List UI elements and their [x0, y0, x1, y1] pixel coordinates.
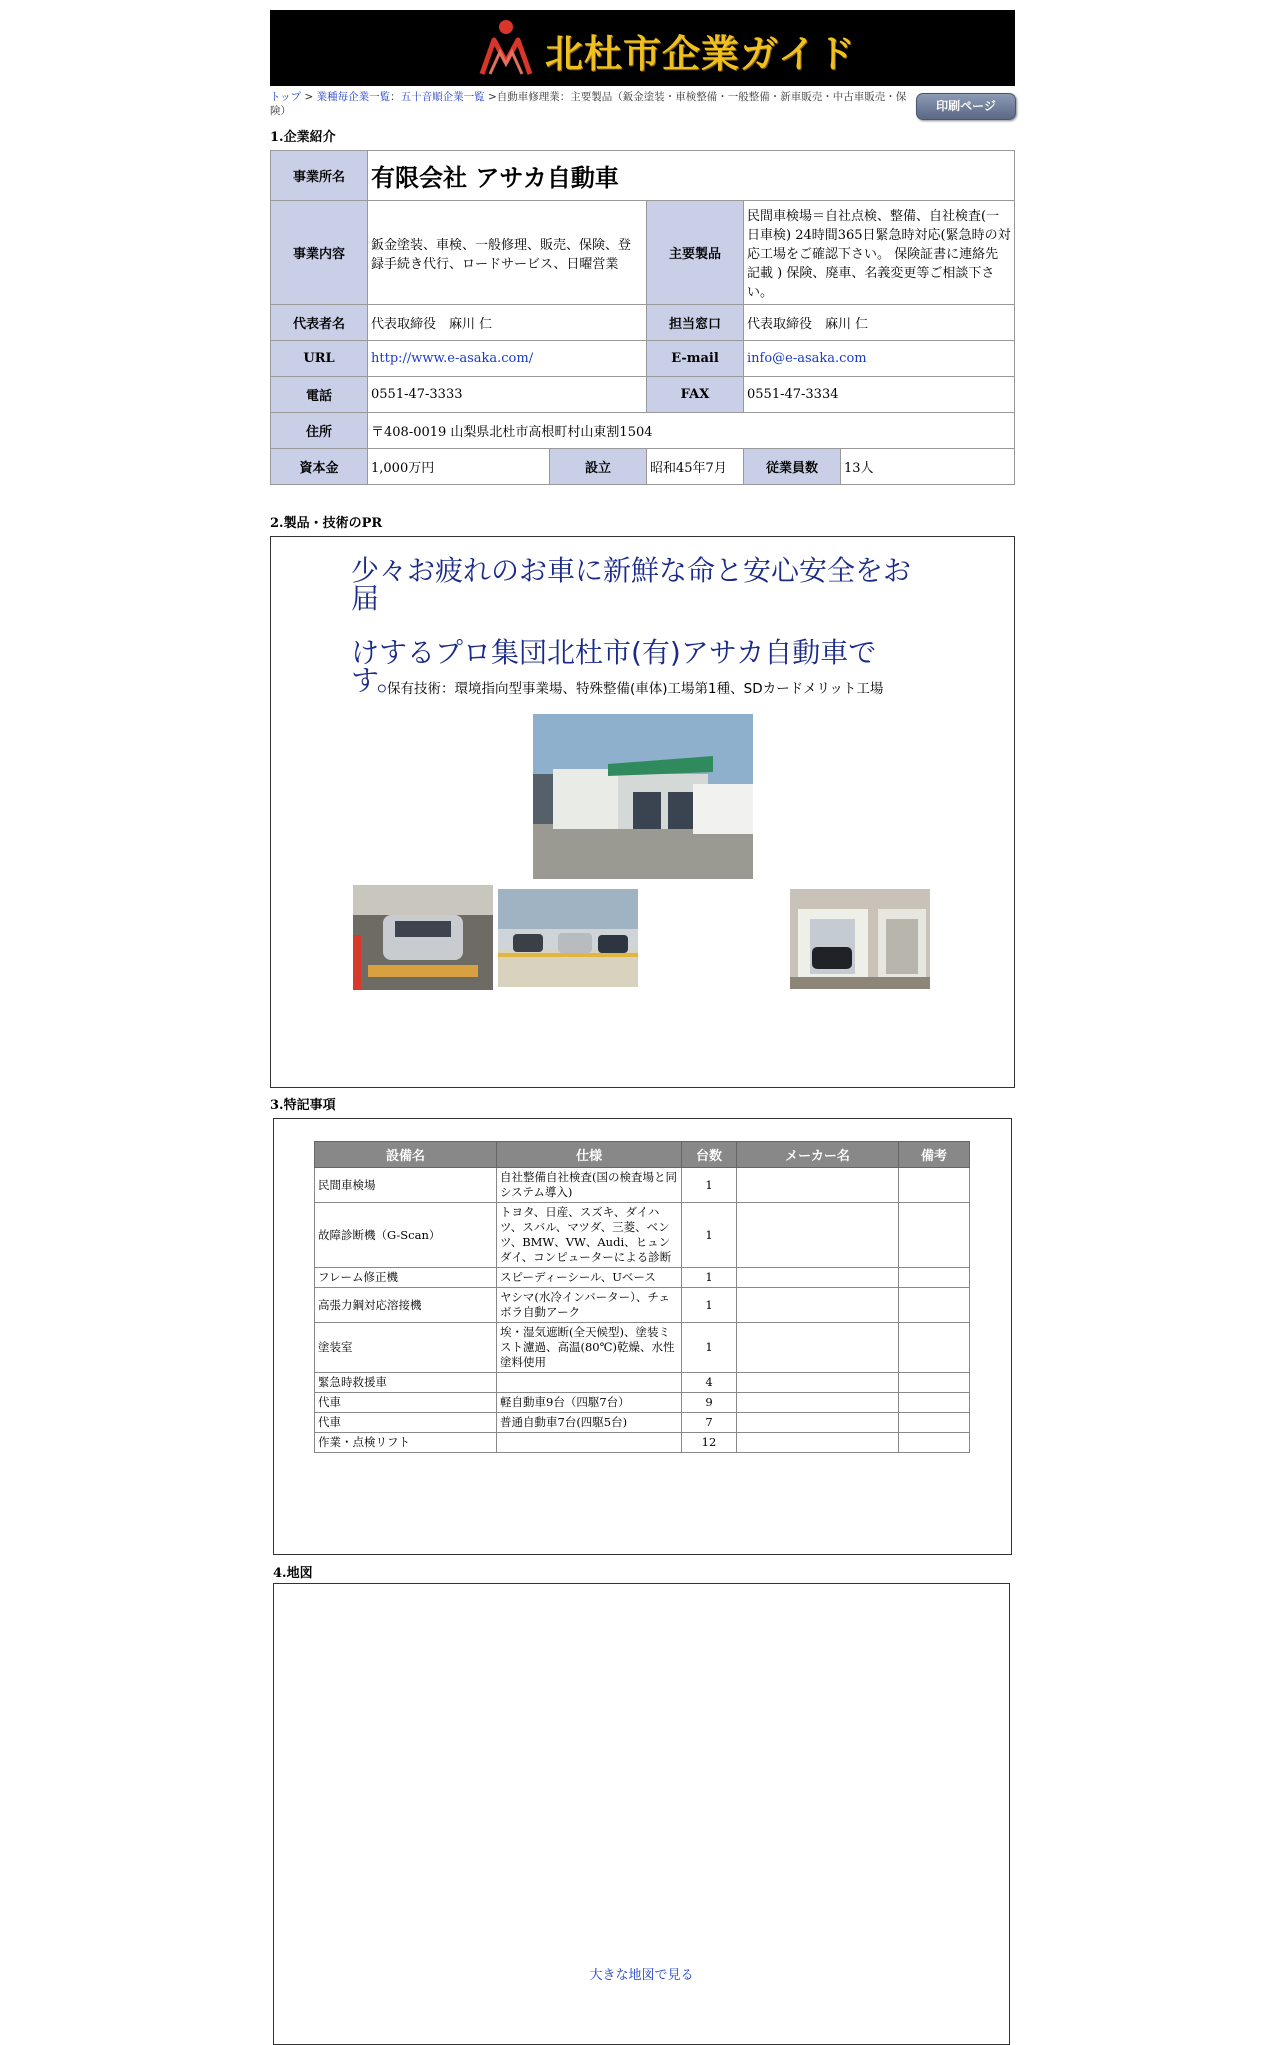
breadcrumb-current: >自動車修理業：主要製品（鈑金塗装・車検整備・一般整備・新車販売・中古車販売・保険）: [270, 91, 907, 117]
equipment-count: 1: [682, 1323, 737, 1373]
equipment-maker: [737, 1413, 899, 1433]
table-row: [315, 1203, 970, 1268]
equipment-spec: [497, 1373, 682, 1393]
equipment-note: [899, 1168, 970, 1203]
map-frame[interactable]: [273, 1583, 1010, 2045]
capital-label: 資本金: [271, 449, 368, 485]
email-link[interactable]: info@e-asaka.com: [747, 351, 867, 366]
company-info-table: [270, 150, 1015, 485]
table-row: [315, 1268, 970, 1288]
fax-value: 0551-47-3334: [744, 377, 1015, 413]
table-row: [315, 1413, 970, 1433]
representative-value: 代表取締役 麻川 仁: [368, 305, 647, 341]
spec-box: [273, 1118, 1012, 1555]
equipment-count: 1: [682, 1268, 737, 1288]
equipment-note: [899, 1288, 970, 1323]
business-label: 事業内容: [271, 201, 368, 305]
equipment-spec: 軽自動車9台（四駆7台）: [497, 1393, 682, 1413]
workshop-interior-photo: [498, 889, 638, 987]
pr-headline-line1: 少々お疲れのお車に新鮮な命と安心安全をお届: [351, 554, 912, 615]
pr-headline-line2: けするプロ集団北杜市(有)アサカ自動車です。: [351, 636, 877, 697]
paint-booth-photo: [790, 889, 930, 989]
pr-tech-text: 保有技術：環境指向型事業場、特殊整備(車体)工場第1種、SDカードメリット工場: [387, 681, 884, 697]
col-header-equipment: 設備名: [315, 1142, 497, 1168]
equipment-maker: [737, 1168, 899, 1203]
equipment-spec: 埃・湿気遮断(全天候型)、塗装ミスト濾過、高温(80℃)乾燥、水性塗料使用: [497, 1323, 682, 1373]
section-title-notes: 3.特記事項: [270, 1098, 336, 1113]
founded-label: 設立: [550, 449, 647, 485]
section-title-pr: 2.製品・技術のPR: [270, 516, 383, 531]
equipment-name: 民間車検場: [315, 1168, 497, 1203]
equipment-maker: [737, 1323, 899, 1373]
building-photo: [533, 714, 753, 879]
equipment-name: 作業・点検リフト: [315, 1433, 497, 1453]
equipment-note: [899, 1413, 970, 1433]
equipment-table: [314, 1141, 970, 1453]
equipment-spec: スピーディーシール、Uベース: [497, 1268, 682, 1288]
hokuto-logo-icon: [478, 18, 534, 78]
pr-box: [270, 536, 1015, 1088]
larger-map-link[interactable]: 大きな地図で見る: [589, 1968, 694, 1983]
equipment-name: 代車: [315, 1413, 497, 1433]
url-label: URL: [271, 341, 368, 377]
equipment-name: 高張力鋼対応溶接機: [315, 1288, 497, 1323]
equipment-name: 塗装室: [315, 1323, 497, 1373]
company-name: [368, 151, 1015, 201]
equipment-maker: [737, 1433, 899, 1453]
print-page-button[interactable]: 印刷ページ: [916, 93, 1016, 120]
equipment-name: 緊急時救援車: [315, 1373, 497, 1393]
equipment-count: 7: [682, 1413, 737, 1433]
equipment-note: [899, 1433, 970, 1453]
representative-label: 代表者名: [271, 305, 368, 341]
equipment-note: [899, 1373, 970, 1393]
capital-value: 1,000万円: [368, 449, 550, 485]
company-name-label: 事業所名: [271, 151, 368, 201]
founded-value: 昭和45年7月: [647, 449, 744, 485]
equipment-note: [899, 1268, 970, 1288]
equipment-maker: [737, 1288, 899, 1323]
equipment-spec: ヤシマ(水冷インバーター）、チェボラ自動アーク: [497, 1288, 682, 1323]
breadcrumb-kana-link[interactable]: 五十音順企業一覧: [400, 91, 485, 103]
equipment-spec: [497, 1433, 682, 1453]
website-link[interactable]: http://www.e-asaka.com/: [371, 351, 534, 366]
equipment-count: 4: [682, 1373, 737, 1393]
email-cell: [744, 341, 1015, 377]
equipment-note: [899, 1203, 970, 1268]
contact-label: 担当窓口: [647, 305, 744, 341]
url-cell: [368, 341, 647, 377]
table-row: [315, 1393, 970, 1413]
equipment-name: 代車: [315, 1393, 497, 1413]
equipment-count: 9: [682, 1393, 737, 1413]
tel-label: 電話: [271, 377, 368, 413]
equipment-note: [899, 1393, 970, 1413]
equipment-maker: [737, 1373, 899, 1393]
site-banner[interactable]: [270, 10, 1015, 86]
site-title: 北杜市企業ガイド: [545, 32, 856, 76]
section-title-map: 4.地図: [273, 1566, 313, 1581]
breadcrumb-top-link[interactable]: トップ: [270, 91, 302, 103]
equipment-maker: [737, 1268, 899, 1288]
col-header-count: 台数: [682, 1142, 737, 1168]
employees-label: 従業員数: [744, 449, 841, 485]
equipment-count: 1: [682, 1203, 737, 1268]
fax-label: FAX: [647, 377, 744, 413]
equipment-count: 12: [682, 1433, 737, 1453]
company-name-text: 有限会社 アサカ自動車: [371, 164, 619, 192]
equipment-spec: 普通自動車7台(四駆5台): [497, 1413, 682, 1433]
equipment-spec: トヨタ、日産、スズキ、ダイハツ、スバル、マツダ、三菱、ベンツ、BMW、VW、Audi、ヒュンダイ、コンピューターによる診断: [497, 1203, 682, 1268]
breadcrumb: [270, 90, 910, 118]
table-row: [315, 1373, 970, 1393]
car-lift-photo: [353, 885, 493, 990]
products-label: 主要製品: [647, 201, 744, 305]
address-value: 〒408-0019 山梨県北杜市高根町村山東割1504: [368, 413, 1015, 449]
col-header-maker: メーカー名: [737, 1142, 899, 1168]
contact-value: 代表取締役 麻川 仁: [744, 305, 1015, 341]
table-row: [315, 1168, 970, 1203]
col-header-spec: 仕様: [497, 1142, 682, 1168]
table-row: [315, 1288, 970, 1323]
business-content: 鈑金塗装、車検、一般修理、販売、保険、登録手続き代行、ロードサービス、日曜営業: [368, 201, 647, 305]
equipment-name: フレーム修正機: [315, 1268, 497, 1288]
section-title-intro: 1.企業紹介: [270, 130, 336, 145]
tel-value: 0551-47-3333: [368, 377, 647, 413]
employees-value: 13人: [841, 449, 1015, 485]
page: [270, 10, 1015, 1983]
email-label: E-mail: [647, 341, 744, 377]
breadcrumb-industry-link[interactable]: 業種毎企業一覧: [316, 91, 391, 103]
address-label: 住所: [271, 413, 368, 449]
table-row: [315, 1433, 970, 1453]
equipment-spec: 自社整備自社検査(国の検査場と同システム導入): [497, 1168, 682, 1203]
breadcrumb-separator: >: [301, 91, 317, 103]
equipment-maker: [737, 1393, 899, 1413]
breadcrumb-separator: ：: [390, 91, 401, 103]
equipment-note: [899, 1323, 970, 1373]
equipment-count: 1: [682, 1168, 737, 1203]
col-header-note: 備考: [899, 1142, 970, 1168]
equipment-name: 故障診断機（G-Scan）: [315, 1203, 497, 1268]
table-row: [315, 1323, 970, 1373]
products-content: 民間車検場＝自社点検、整備、自社検査(一日車検) 24時間365日緊急時対応(緊急時の対応工場をご確認下さい。 保険証書に連絡先記載 ) 保険、廃車、名義変更等ご相談下さい。: [744, 201, 1015, 305]
equipment-count: 1: [682, 1288, 737, 1323]
equipment-maker: [737, 1203, 899, 1268]
